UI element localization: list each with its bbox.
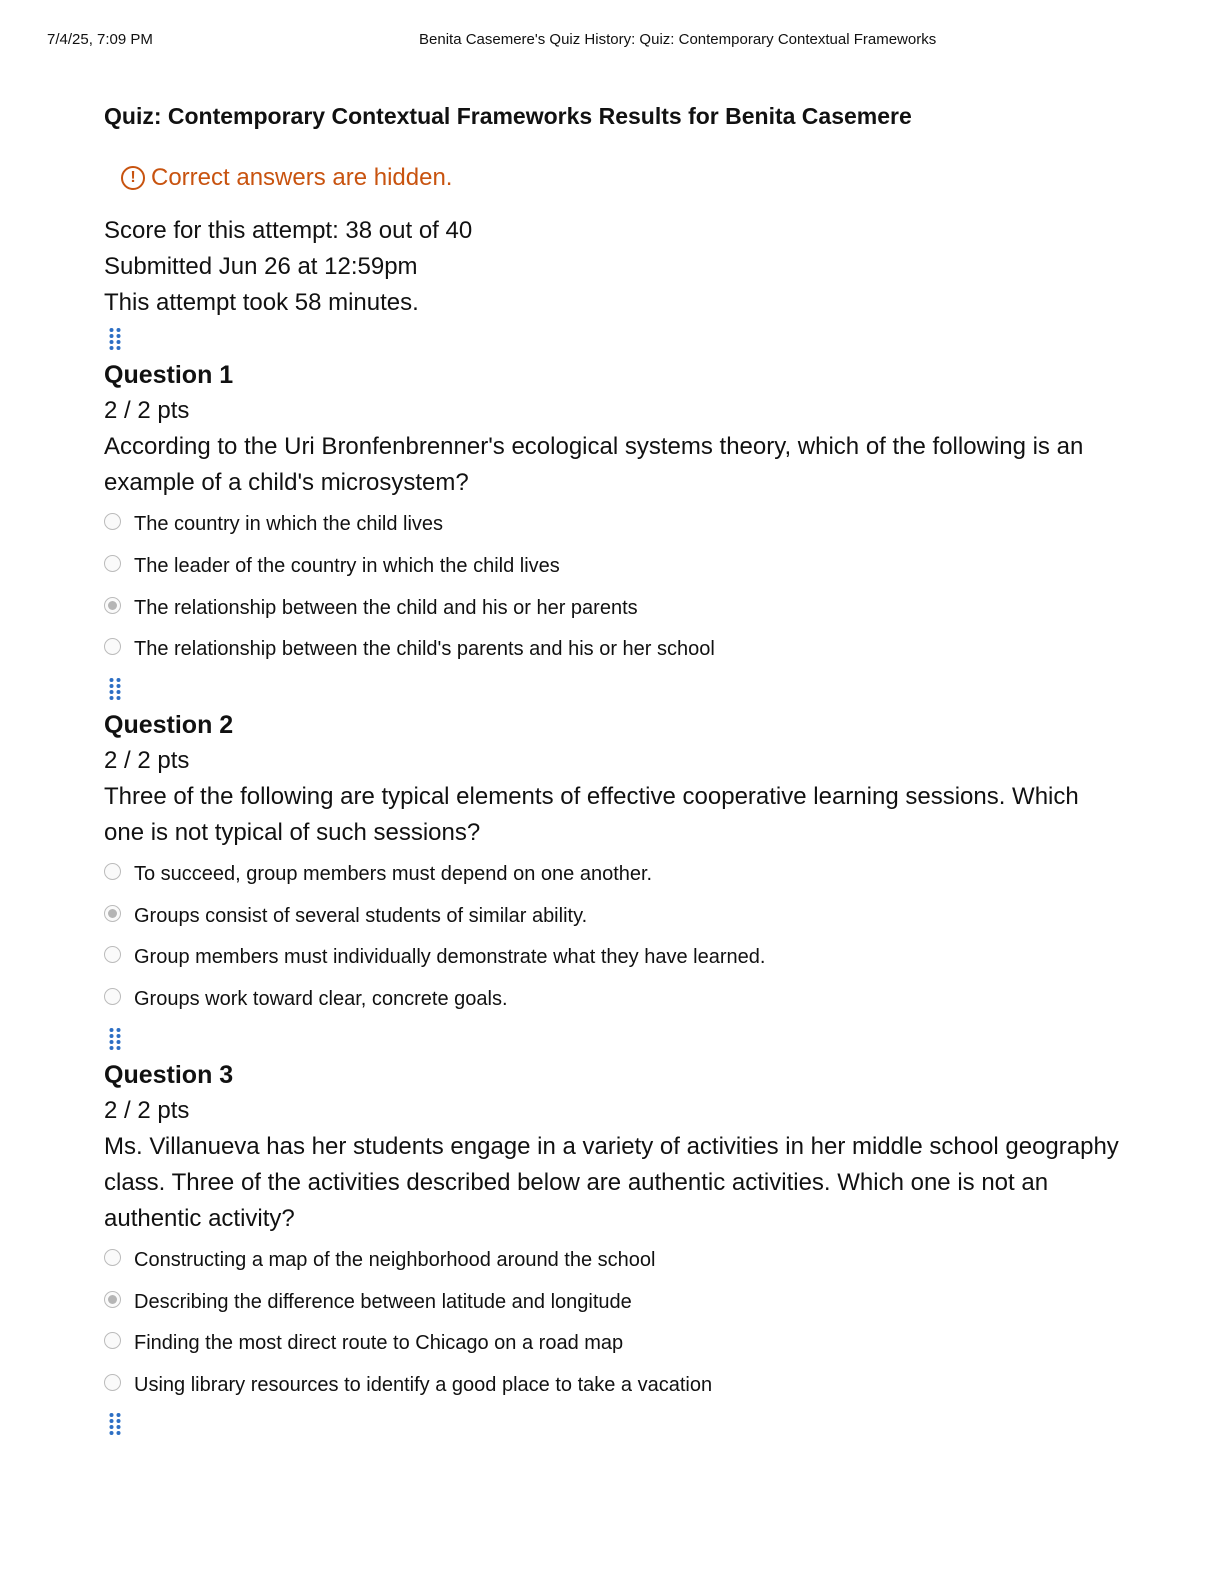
question-text: Three of the following are typical elements of effective cooperative learning sessions. Which one is not typical of such sessions?	[104, 782, 1079, 846]
correct-answers-hidden-notice	[121, 160, 1124, 196]
submitted-text: Submitted Jun 26 at 12:59pm	[104, 253, 418, 280]
answer-label: Constructing a map of the neighborhood around the school	[134, 1248, 656, 1271]
drag-handle-icon[interactable]	[104, 321, 1124, 357]
question-heading: Question 2	[104, 710, 234, 739]
answer-option[interactable]	[104, 1323, 1124, 1365]
answer-options	[104, 854, 1124, 1021]
print-date: 7/4/25, 7:09 PM	[47, 31, 153, 48]
drag-handle-icon[interactable]	[104, 1021, 1124, 1057]
answer-option[interactable]	[104, 629, 1124, 671]
answer-option[interactable]	[104, 1240, 1124, 1282]
answer-label: To succeed, group members must depend on one another.	[134, 863, 653, 886]
radio-button[interactable]	[104, 1291, 121, 1308]
radio-button[interactable]	[104, 513, 121, 530]
page-title: Quiz: Contemporary Contextual Frameworks Results for Benita Casemere	[104, 103, 912, 129]
answer-option[interactable]	[104, 937, 1124, 979]
question-text: According to the Uri Bronfenbrenner's ecological systems theory, which of the following is an example of a child's microsystem?	[104, 433, 1084, 496]
question-heading: Question 1	[104, 361, 234, 389]
answer-option[interactable]	[104, 854, 1124, 896]
radio-button[interactable]	[104, 905, 121, 922]
radio-button[interactable]	[104, 555, 121, 572]
warning-icon: !	[121, 166, 145, 190]
answer-option[interactable]	[104, 979, 1124, 1021]
answer-options	[104, 1240, 1124, 1407]
answer-label: The relationship between the child and his or her parents	[134, 596, 638, 619]
radio-button[interactable]	[104, 1249, 121, 1266]
answer-option[interactable]	[104, 1365, 1124, 1407]
question-text: Ms. Villanueva has her students engage in a variety of activities in her middle school geography class. Three of the activities described below are authentic activities. Which one is not an authentic activity?	[104, 1132, 1119, 1232]
score-text: Score for this attempt: 38 out of 40	[104, 217, 473, 244]
answer-options	[104, 504, 1124, 671]
duration-text: This attempt took 58 minutes.	[104, 289, 419, 316]
answer-label: Group members must individually demonstrate what they have learned.	[134, 946, 766, 969]
question-1	[104, 321, 1124, 671]
radio-button[interactable]	[104, 946, 121, 963]
answer-option[interactable]	[104, 895, 1124, 937]
radio-button[interactable]	[104, 988, 121, 1005]
answer-label: Groups work toward clear, concrete goals.	[134, 988, 508, 1011]
radio-button[interactable]	[104, 638, 121, 655]
radio-button[interactable]	[104, 863, 121, 880]
answer-label: The leader of the country in which the child lives	[134, 555, 560, 578]
answer-label: Describing the difference between latitude and longitude	[134, 1290, 632, 1313]
question-points: 2 / 2 pts	[104, 397, 190, 424]
question-2	[104, 671, 1124, 1021]
answer-option[interactable]	[104, 504, 1124, 546]
radio-button[interactable]	[104, 1374, 121, 1391]
quiz-results	[104, 98, 1124, 1442]
radio-button[interactable]	[104, 597, 121, 614]
question-points: 2 / 2 pts	[104, 746, 190, 774]
answer-option[interactable]	[104, 587, 1124, 629]
drag-handle-icon[interactable]	[104, 1406, 1124, 1442]
answer-label: The country in which the child lives	[134, 513, 444, 536]
question-heading: Question 3	[104, 1060, 234, 1089]
print-title: Benita Casemere's Quiz History: Quiz: Contemporary Contextual Frameworks	[419, 31, 937, 48]
drag-handle-icon[interactable]	[104, 671, 1124, 707]
answer-option[interactable]	[104, 546, 1124, 588]
radio-button[interactable]	[104, 1332, 121, 1349]
answer-label: The relationship between the child's parents and his or her school	[134, 638, 715, 661]
answer-label: Finding the most direct route to Chicago on a road map	[134, 1332, 624, 1355]
answer-label: Using library resources to identify a good place to take a vacation	[134, 1373, 713, 1396]
answer-label: Groups consist of several students of similar ability.	[134, 904, 588, 927]
answer-option[interactable]	[104, 1281, 1124, 1323]
question-points: 2 / 2 pts	[104, 1096, 190, 1124]
attempt-meta	[104, 213, 1124, 321]
question-3	[104, 1021, 1124, 1407]
notice-text: Correct answers are hidden.	[151, 164, 453, 191]
